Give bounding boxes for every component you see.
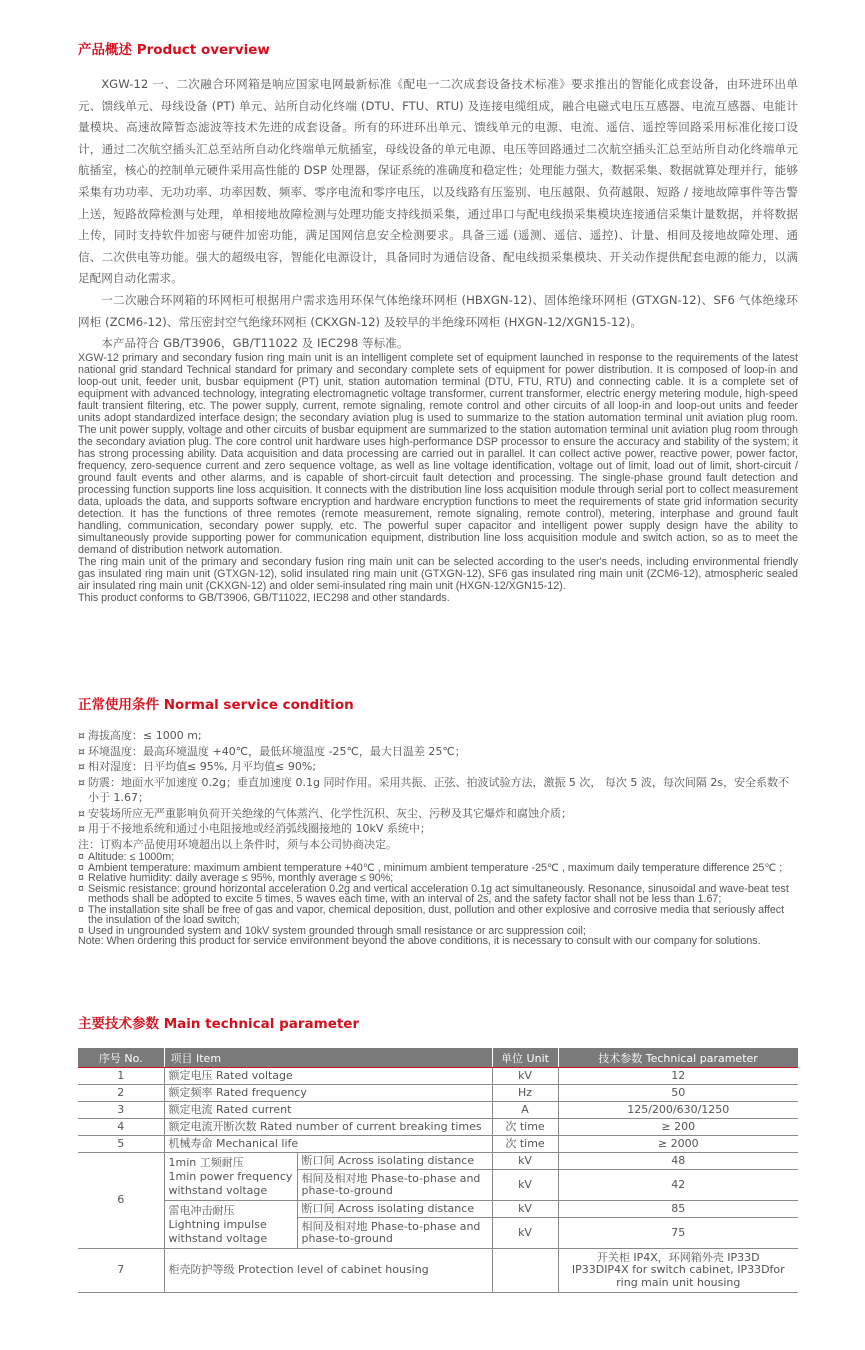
cell-item: 机械寿命 Mechanical life [164,1136,492,1153]
service-en-item: ¤ The installation site shall be free of gas and vapor, chemical deposition, dust, pollution and other explosive and corrosive media that seriously affect the insulation of the load switch; [78,903,785,926]
cell-unit: kV [492,1153,558,1170]
cell-no: 4 [78,1119,164,1136]
overview-zh-paragraph: 一二次融合环网箱的环网柜可根据用户需求选用环保气体绝缘环网柜 (HBXGN-12)、固体绝缘环网柜 (GTXGN-12)、SF6 气体绝缘环网柜 (ZCM6-12)、常压密封空气绝缘环网柜 (CKXGN-12) 及较早的半绝缘环网柜 (HXGN-12/XGN15-12)。 [78,292,798,329]
service-zh-note: 注：订购本产品使用环境超出以上条件时，须与本公司协商决定。 [78,837,397,851]
service-zh-item: ¤ 防震：地面水平加速度 0.2g；垂直加速度 0.1g 同时作用。采用共振、正弦、拍波试验方法，激振 5 次， 每次 5 波，每次间隔 2s，安全系数不小于 1.67； [78,775,790,804]
cell-pf-label: 1min 工频耐压 1min power frequency withstand voltage [164,1153,297,1201]
cell-value: 48 [558,1153,798,1170]
overview-en [78,352,798,604]
table-row [78,1068,798,1085]
table-row [78,1249,798,1293]
service-en-note: Note: When ordering this product for service environment beyond the above conditions, it is necessary to consult with our company for solutions. [78,935,761,947]
cell-sub-phase: 相间及相对地 Phase-to-phase and phase-to-ground [297,1218,492,1249]
service-en-item: ¤ Used in ungrounded system and 10kV system grounded through small resistance or arc suppression coil; [78,924,586,937]
cell-unit [492,1249,558,1293]
service-zh-item: ¤ 环境温度：最高环境温度 +40℃，最低环境温度 -25℃，最大日温差 25℃； [78,744,466,758]
table-header-row [78,1048,798,1067]
cell-item: 额定电流 Rated current [164,1102,492,1119]
service-zh-list [78,728,798,852]
header-item: 项目 Item [164,1048,492,1067]
service-en-list [78,852,798,947]
overview-en-paragraph: The ring main unit of the primary and secondary fusion ring main unit can be selected according to the user's needs, including environmental friendly gas insulated ring main unit (GTXGN-12), solid insulated ring main unit (GTXGN-12), SF6 gas insulated ring main unit (ZCM6-12), atmospheric sealed air insulated ring main unit (CKXGN-12) and older semi-insulated ring main unit (HXGN-12/XGN15-12). [78,556,798,592]
service-en-item: ¤ Relative humidity: daily average ≤ 95%, monthly average ≤ 90%; [78,872,394,884]
params-table [78,1048,799,1293]
cell-value: 12 [558,1068,798,1085]
table-row [78,1119,798,1136]
cell-unit: 次 time [492,1136,558,1153]
cell-item: 额定电流开断次数 Rated number of current breaking times [164,1119,492,1136]
cell-no: 5 [78,1136,164,1153]
service-en-item: ¤ Altitude: ≤ 1000m; [78,851,175,863]
overview-zh-paragraph: XGW-12 一、二次融合环网箱是响应国家电网最新标准《配电一二次成套设备技术标准》要求推出的智能化成套设备，由环进环出单元、馈线单元、母线设备 (PT) 单元、站所自动化终端 (DTU、FTU、RTU) 及连接电缆组成，融合电磁式电压互感器、电流互感器、电能计量模块、高速故障暂态滤波等技术先进的成套设备。所有的环进环出单元、馈线单元的电源、电流、遥信、遥控等回路采用标准化接口设计，通过二次航空插头汇总至站所自动化终端单元航插室，母线设备的单元电源、电压等回路通过二次航空插头汇总至站所自动化终端单元航插室，核心的控制单元硬件采用高性能的 DSP 处理器，保证系统的准确度和稳定性；处理能力强大，数据采集、数据就算处理并行，能够采集有功功率、无功功率、功率因数、频率、零序电流和零序电压，以及线路有压鉴别、电压越限、负荷越限、短路 / 接地故障事件等告警上送，短路故障检测与处理，单相接地故障检测与处理功能支持线损采集，通过串口与配电线损采集模块连接通信采集计量数据，并将数据上传，同时支持软件加密与硬件加密功能，满足国网信息安全检测要求。具备三遥 (遥测、遥信、遥控)、计量、相间及接地故障处理、通信、二次供电等功能。强大的超级电容，智能化电源设计，具备同时为通信设备、配电线损采集模块、开关动作提供配套电源的能力，以满足配网自动化需求。 [78,77,798,286]
table-row [78,1153,798,1170]
overview-zh-paragraph: 本产品符合 GB/T3906，GB/T11022 及 IEC298 等标准。 [101,336,409,351]
table-row [78,1201,798,1218]
cell-sub-isolating: 断口间 Across isolating distance [297,1153,492,1170]
cell-value: 42 [558,1170,798,1201]
cell-unit: kV [492,1170,558,1201]
params-title: 主要技术参数 Main technical parameter [78,1016,360,1032]
cell-unit: 次 time [492,1119,558,1136]
overview-zh [78,74,798,355]
header-value: 技术参数 Technical parameter [558,1048,798,1067]
cell-value: 50 [558,1085,798,1102]
overview-en-paragraph: XGW-12 primary and secondary fusion ring main unit is an intelligent complete set of equipment launched in response to the requirements of the latest national grid standard Technical standard for primary and secondary complete sets of equipment for power distribution. It is composed of loop-in and loop-out unit, feeder unit, busbar equipment (PT) unit, station automation terminal (DTU, FTU, RTU) and connecting cable. It is a complete set of equipment with advanced technology, integrating electromagnetic voltage transformer, current transformer, electric energy metering module, high-speed fault transient filtering, etc. The power supply, current, remote signaling, remote control and other circuits of all loop-in and loop-out units and feeder units adopt standardized interface design; the secondary aviation plug is used to summarize to the station automation terminal unit aviation plug room. The unit power supply, voltage and other circuits of busbar equipment are summarized to the station automation terminal unit aviation plug room through the secondary aviation plug. The core control unit hardware uses high-performance DSP processor to ensure the accuracy and stability of the system; it has strong processing ability. Data acquisition and data processing are carried out in parallel. It can collect active power, reactive power, power factor, frequency, zero-sequence current and zero sequence voltage, as well as line voltage identification, voltage out of limit, load out of limit, short-circuit / ground fault events and other alarms, and is capable of short-circuit fault detection and processing. The single-phase ground fault detection and processing function supports line loss acquisition. It connects with the distribution line loss acquisition module through serial port to collect measurement data, uploads the data, and supports software encryption and hardware encryption functions to meet the requirements of state grid information security detection. It has the functions of three remotes (remote measurement, remote signaling, remote control), metering, interphase and ground fault handling, communication, secondary power supply, etc. The powerful super capacitor and intelligent power supply design have the ability to simultaneously provide supporting power for communication equipment, distribution line loss acquisition module and switch action, so as to meet the demand of distribution network automation. [78,352,798,556]
service-title: 正常使用条件 Normal service condition [78,697,354,713]
service-zh-item: ¤ 用于不接地系统和通过小电阻接地或经消弧线圈接地的 10kV 系统中； [78,822,431,835]
service-zh-item: ¤ 相对湿度：日平均值≤ 95%, 月平均值≤ 90%; [78,760,317,773]
cell-unit: kV [492,1068,558,1085]
cell-value: 75 [558,1218,798,1249]
overview-title: 产品概述 Product overview [78,42,270,58]
cell-unit: kV [492,1218,558,1249]
table-row [78,1102,798,1119]
cell-value: ≥ 200 [558,1119,798,1136]
service-en-item: ¤ Seismic resistance: ground horizontal acceleration 0.2g and vertical acceleration 0.1g act simultaneously. Resonance, sinusoidal and wave-beat test methods shall be adopted to excite 5 times, 5 waves each time, with an interval of 2s, and the safety factor shall not be less than 1.67; [78,882,789,905]
cell-item: 柜壳防护等级 Protection level of cabinet housing [164,1249,492,1293]
table-row [78,1085,798,1102]
cell-sub-phase: 相间及相对地 Phase-to-phase and phase-to-ground [297,1170,492,1201]
cell-no: 1 [78,1068,164,1085]
cell-value: 85 [558,1201,798,1218]
cell-unit: kV [492,1201,558,1218]
overview-en-paragraph: This product conforms to GB/T3906, GB/T11022, IEC298 and other standards. [78,592,450,604]
table-row [78,1136,798,1153]
cell-value: 125/200/630/1250 [558,1102,798,1119]
cell-value: ≥ 2000 [558,1136,798,1153]
cell-item: 额定频率 Rated frequency [164,1085,492,1102]
header-no: 序号 No. [78,1048,164,1067]
cell-item: 额定电压 Rated voltage [164,1068,492,1085]
service-zh-item: ¤ 海拔高度：≤ 1000 m; [78,729,202,742]
cell-unit: Hz [492,1085,558,1102]
cell-no: 7 [78,1249,164,1293]
cell-sub-isolating: 断口间 Across isolating distance [297,1201,492,1218]
cell-li-label: 雷电冲击耐压 Lightning impulse withstand voltage [164,1201,297,1249]
cell-no: 3 [78,1102,164,1119]
cell-no: 6 [78,1153,164,1249]
cell-no: 2 [78,1085,164,1102]
service-en-item: ¤ Ambient temperature: maximum ambient temperature +40℃ , minimum ambient temperature -25℃ , maximum daily temperature difference 25℃ ; [78,861,783,874]
cell-value: 开关柜 IP4X，环网箱外壳 IP33D IP33DIP4X for switch cabinet, IP33Dfor ring main unit housing [558,1249,798,1293]
header-unit: 单位 Unit [492,1048,558,1067]
cell-unit: A [492,1102,558,1119]
service-zh-item: ¤ 安装场所应无严重影响负荷开关绝缘的气体蒸汽、化学性沉积、灰尘、污秽及其它爆炸和腐蚀介质； [78,806,572,820]
